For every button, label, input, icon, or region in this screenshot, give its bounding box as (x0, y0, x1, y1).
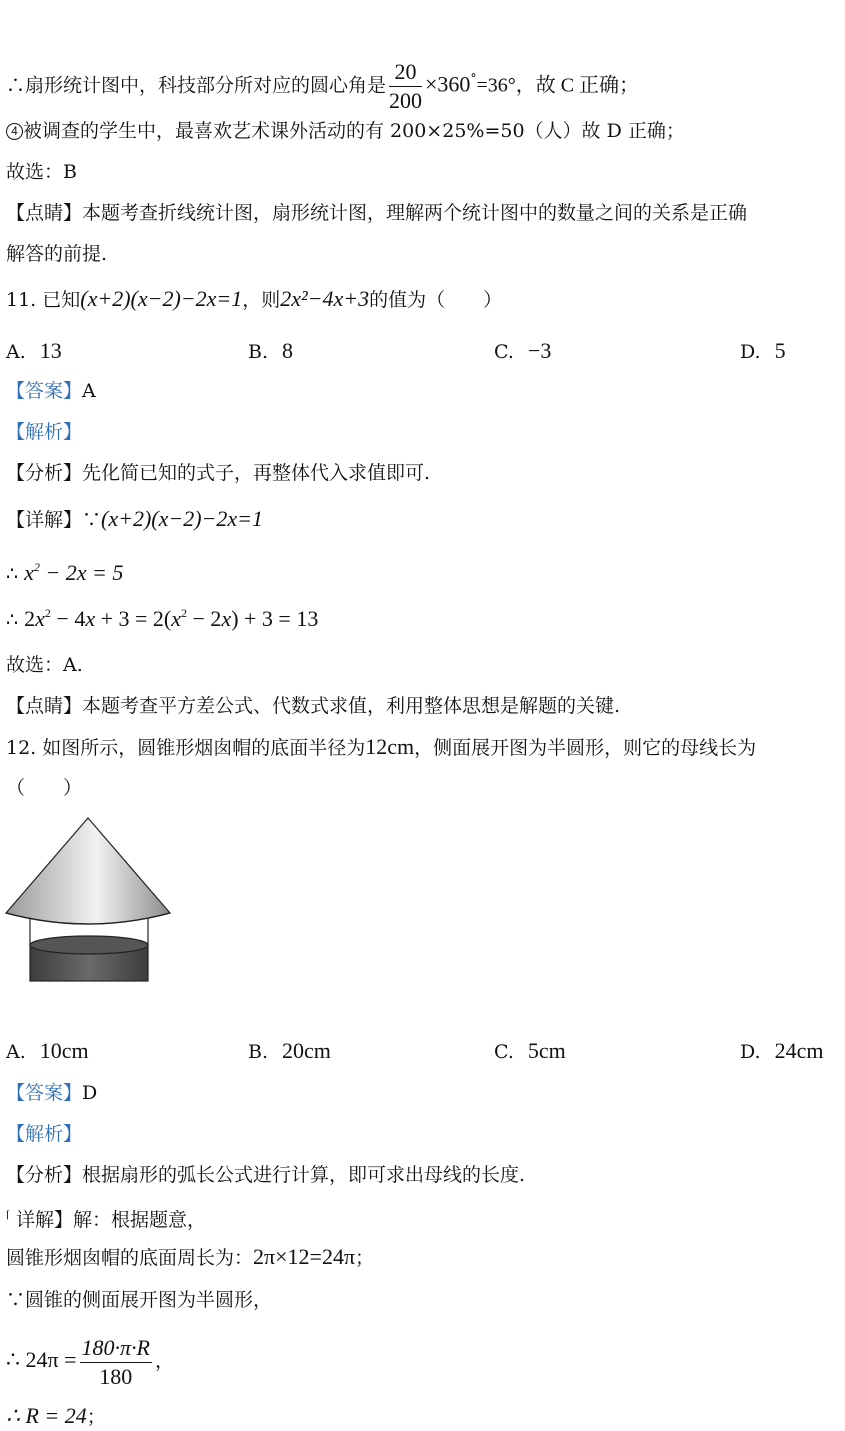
option-value: 24cm (774, 1038, 824, 1063)
q10-fraction (389, 58, 422, 115)
q11-stem (6, 287, 502, 312)
q12-stem-prefix: 12. 如图所示，圆锥形烟囱帽的底面半径为 (6, 737, 366, 759)
option-letter: A. (6, 1041, 26, 1063)
option-value: −3 (527, 338, 552, 363)
eq-fraction (80, 1334, 152, 1391)
option-letter: B. (248, 341, 269, 363)
q11-target-expr: 2x²−4x+3 (280, 286, 370, 311)
option-letter: C. (494, 1041, 514, 1063)
comment-tag: 【点睛】 (6, 695, 83, 717)
option-letter: C. (494, 341, 514, 363)
q11-given-expr: (x+2)(x−2)−2x=1 (80, 286, 243, 311)
cylinder-shape (30, 916, 148, 981)
q10-times: ×360 (425, 71, 471, 97)
r-result: ∴ R = 24 (6, 1403, 87, 1428)
circ-expr: 2π×12=24π (253, 1244, 356, 1269)
q12-stem (6, 735, 756, 760)
bracket-mark: ⌈ (6, 1210, 10, 1221)
q12-option-d (740, 1038, 824, 1064)
q12-stem-paren: （ ） (6, 777, 83, 799)
q10-c-text: ∴扇形统计图中，科技部分所对应的圆心角是 (6, 74, 387, 97)
q11-comment (6, 694, 620, 718)
q11-option-a (6, 338, 62, 364)
q11-fenxi (6, 461, 430, 485)
option-letter: B. (248, 1041, 269, 1063)
eq-num: 180·π·R (80, 1334, 152, 1363)
q10-c-eq: =36°，故 C 正确； (476, 74, 640, 97)
q11-stem-prefix: 11. 已知 (6, 289, 81, 311)
answer-tag: 【答案】 (6, 1082, 83, 1104)
q12-circumference (6, 1245, 374, 1270)
answer-tag: 【答案】 (6, 380, 83, 402)
q11-option-c (494, 338, 551, 364)
detail-tag: 详解】 (15, 1209, 73, 1231)
q11-detail-1 (6, 507, 263, 532)
fenxi-text: 先化简已知的式子，再整体代入求值即可. (82, 462, 431, 484)
q10-d-text: 被调查的学生中，最喜欢艺术课外活动的有 200×25%=50（人）故 D 正确； (23, 120, 685, 142)
q12-detail (6, 1204, 206, 1232)
q11-choose: 故选：A. (6, 654, 83, 676)
option-value: 8 (282, 338, 294, 363)
q11-answer (6, 379, 96, 403)
q11-detail-given: (x+2)(x−2)−2x=1 (101, 506, 264, 531)
fenxi-tag: 【分析】 (6, 462, 83, 484)
option-value: 20cm (282, 1038, 331, 1063)
q11-final-eq: $2x^2 - 4x + 3 = 2(x^2 - 2x) + 3 = 13$ (24, 606, 319, 631)
q11-option-b (248, 338, 293, 364)
q12-equation (6, 1330, 174, 1391)
q10-choose: 故选：B (6, 161, 77, 183)
q11-derived-eq: $x^2 - 2x = 5$ (24, 560, 124, 585)
q12-option-a (6, 1038, 89, 1064)
q11-option-d (740, 338, 786, 364)
option-value: 5cm (527, 1038, 566, 1063)
comment-text: 本题考查平方差公式、代数式求值，利用整体思想是解题的关键. (82, 695, 621, 717)
q12-radius: 12cm (365, 734, 415, 759)
q11-detail-2 (6, 561, 123, 586)
q10-degree: ° (470, 71, 477, 86)
option-value: 5 (774, 338, 786, 363)
answer-value: D (82, 1082, 98, 1104)
q12-stem-suffix: ，侧面展开图为半圆形，则它的母线长为 (414, 737, 757, 759)
fenxi-tag: 【分析】 (6, 1164, 83, 1186)
therefore-symbol: ∴ (6, 609, 19, 631)
q10-comment-tag: 【点睛】 (6, 202, 83, 224)
q10-frac-den: 200 (389, 88, 423, 113)
q12-option-c (494, 1038, 566, 1064)
circ-end: ； (355, 1247, 375, 1269)
because-symbol: ∵ (82, 509, 102, 531)
analysis-tag: 【解析】 (6, 1123, 83, 1145)
fenxi-text: 根据扇形的弧长公式进行计算，即可求出母线的长度. (82, 1164, 526, 1186)
q10-c-line (6, 58, 639, 115)
chimney-cap-figure (0, 810, 180, 990)
analysis-tag: 【解析】 (6, 421, 83, 443)
option-letter: D. (740, 1041, 761, 1063)
q10-comment-l2: 解答的前提. (6, 243, 108, 265)
detail-tag: 【详解】 (6, 509, 83, 531)
therefore-symbol: ∴ (6, 563, 19, 585)
q11-stem-suffix: 的值为（ ） (369, 289, 503, 311)
r-end: ； (86, 1406, 106, 1428)
answer-value: A (82, 380, 96, 402)
eq-den: 180 (99, 1363, 133, 1389)
q11-detail-3 (6, 607, 318, 632)
q11-stem-mid: ，则 (242, 289, 281, 311)
q12-semicircle: ∵圆锥的侧面展开图为半圆形， (6, 1289, 273, 1311)
eq-prefix: ∴ 24π = (6, 1347, 77, 1372)
q12-fenxi (6, 1163, 525, 1187)
circled-number: 4 (6, 123, 23, 140)
q10-comment (6, 201, 747, 225)
circ-text: 圆锥形烟囱帽的底面周长为： (6, 1247, 254, 1269)
detail-intro: 解：根据题意， (72, 1209, 206, 1231)
q12-answer (6, 1081, 97, 1105)
q12-radius-result (6, 1404, 106, 1429)
option-letter: D. (740, 341, 761, 363)
eq-end: ， (154, 1350, 174, 1372)
option-letter: A. (6, 341, 26, 363)
q10-comment-l1: 本题考查折线统计图，扇形统计图，理解两个统计图中的数量之间的关系是正确 (82, 202, 748, 224)
q10-frac-num: 20 (389, 58, 422, 87)
q12-option-b (248, 1038, 331, 1064)
option-value: 10cm (39, 1038, 89, 1063)
option-value: 13 (39, 338, 62, 363)
q10-d-line (6, 119, 685, 143)
cone-shape (6, 818, 170, 924)
